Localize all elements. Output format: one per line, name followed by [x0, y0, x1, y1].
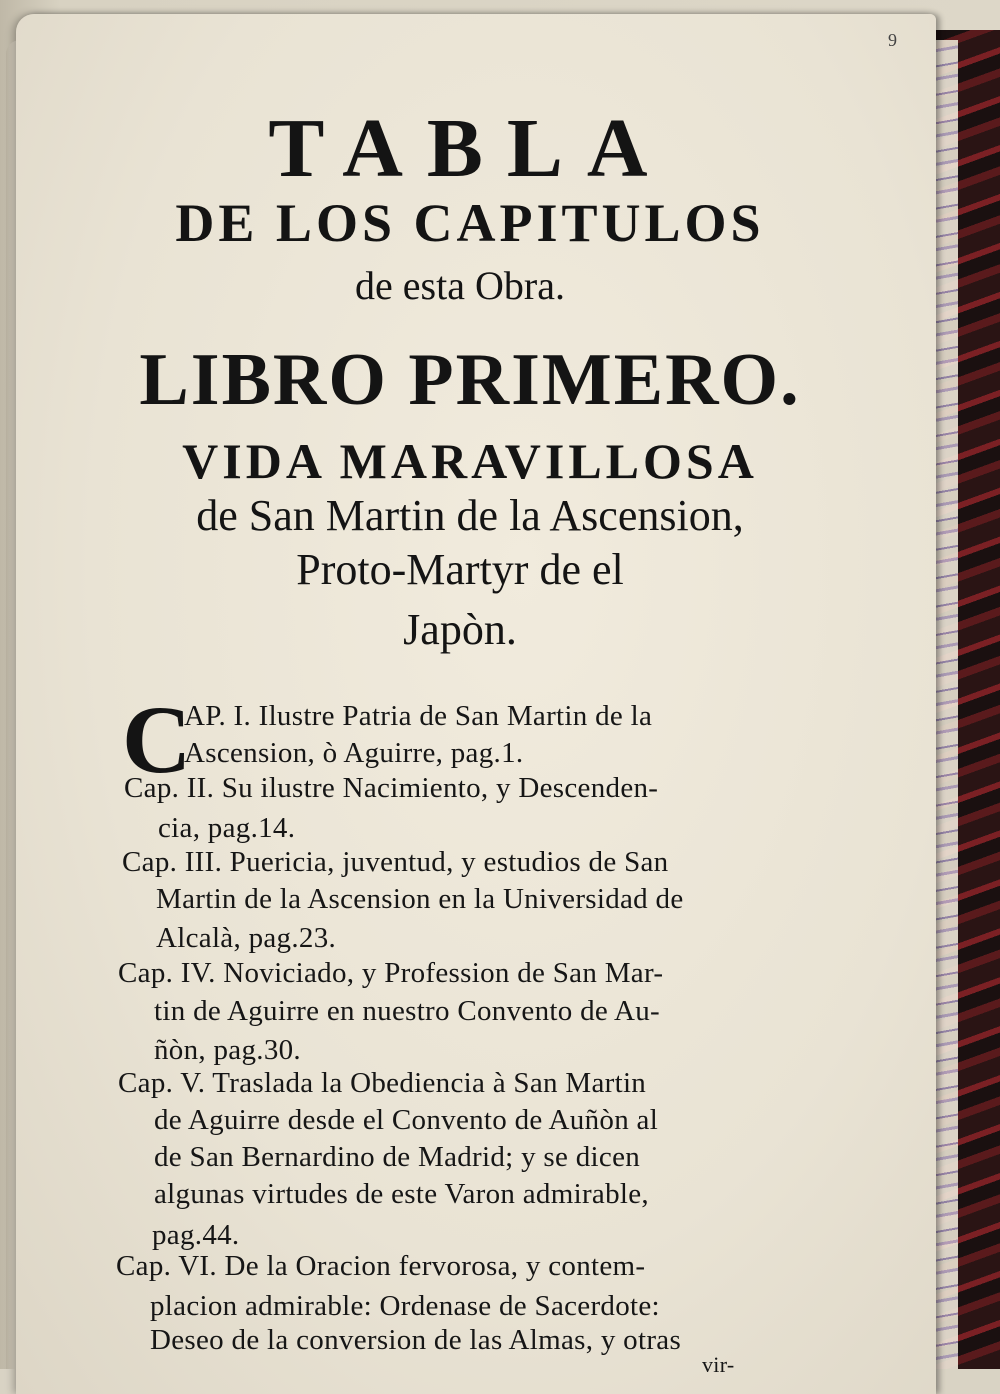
chapter-3-line-1: Cap. III. Puericia, juventud, y estudios de San	[122, 846, 669, 878]
drop-cap: C	[122, 686, 192, 793]
chapter-5-line-1: Cap. V. Traslada la Obediencia à San Martin	[118, 1067, 647, 1099]
chapter-4-line-2: tin de Aguirre en nuestro Convento de Au-	[154, 995, 661, 1027]
subtitle-line-2: de San Martin de la Ascension,	[196, 491, 744, 540]
chapter-6-line-3: Deseo de la conversion de las Almas, y otras	[150, 1324, 682, 1356]
chapter-5-line-4: algunas virtudes de este Varon admirable,	[154, 1178, 649, 1210]
subtitle-line-3: Proto-Martyr de el	[296, 545, 624, 594]
chapter-5-line-5: pag.44.	[152, 1219, 240, 1251]
title-tabla: TABLA	[268, 102, 672, 195]
subtitle-line-4: Japòn.	[403, 605, 517, 654]
chapter-3-line-3: Alcalà, pag.23.	[156, 922, 337, 954]
title-capitulos: DE LOS CAPITULOS	[175, 193, 765, 253]
chapter-1-line-1: AP. I. Ilustre Patria de San Martin de la	[184, 700, 653, 732]
chapter-6-catchword: vir-	[702, 1352, 735, 1377]
chapter-2-line-1: Cap. II. Su ilustre Nacimiento, y Descenden-	[124, 772, 659, 804]
chapter-4-line-3: ñòn, pag.30.	[154, 1034, 301, 1066]
chapter-3-line-2: Martin de la Ascension en la Universidad de	[156, 883, 684, 915]
subtitle-vida: VIDA MARAVILLOSA	[182, 433, 758, 489]
chapter-6-line-2: placion admirable: Ordenase de Sacerdote:	[150, 1290, 660, 1322]
chapter-4-line-1: Cap. IV. Noviciado, y Profession de San Mar-	[118, 957, 664, 989]
folio-mark: 9	[888, 30, 897, 50]
chapter-5-line-3: de San Bernardino de Madrid; y se dicen	[154, 1141, 641, 1173]
chapter-2-line-2: cia, pag.14.	[158, 812, 296, 844]
title-obra: de esta Obra.	[355, 263, 565, 308]
book-heading: LIBRO PRIMERO.	[139, 339, 801, 421]
chapter-5-line-2: de Aguirre desde el Convento de Auñòn al	[154, 1104, 659, 1136]
chapter-1-line-2: Ascension, ò Aguirre, pag.1.	[184, 737, 524, 769]
chapter-6-line-1: Cap. VI. De la Oracion fervorosa, y contem-	[116, 1250, 646, 1282]
